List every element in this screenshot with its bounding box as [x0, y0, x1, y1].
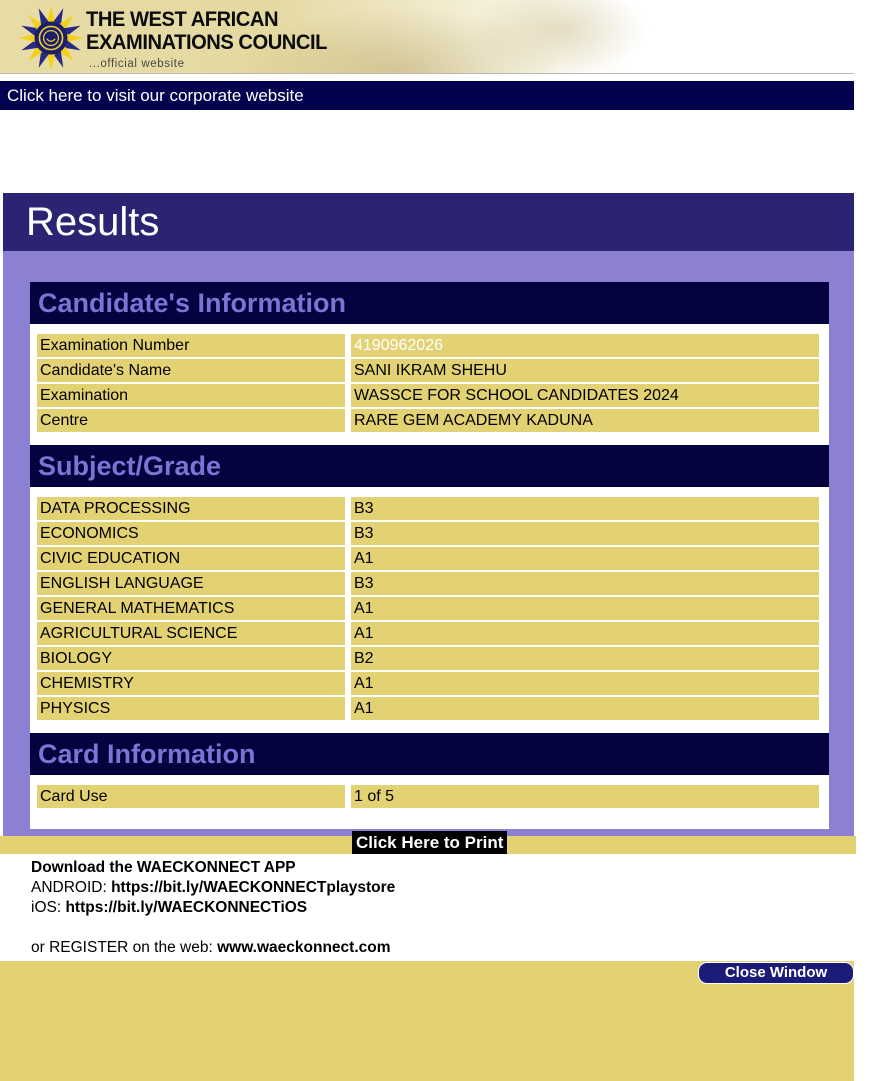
org-title — [86, 9, 327, 54]
table-row — [37, 597, 819, 620]
centre-value: RARE GEM ACADEMY KADUNA — [351, 409, 819, 432]
site-banner — [0, 0, 854, 74]
register-label: or REGISTER on the web: — [31, 939, 218, 956]
grade-cell: B3 — [351, 497, 819, 520]
row-label: Card Use — [37, 785, 345, 808]
card-info-header: Card Information — [30, 733, 829, 775]
table-row — [37, 785, 819, 808]
waec-logo-icon — [18, 3, 84, 73]
candidate-name-value: SANI IKRAM SHEHU — [351, 359, 819, 382]
grade-cell: B3 — [351, 572, 819, 595]
org-title-line1: THE WEST AFRICAN — [86, 8, 279, 31]
subject-cell: CIVIC EDUCATION — [37, 547, 345, 570]
register-url: www.waeckonnect.com — [217, 939, 391, 956]
table-row — [37, 497, 819, 520]
grade-cell: B2 — [351, 647, 819, 670]
card-info-table — [37, 785, 819, 808]
ios-label: iOS: — [31, 899, 66, 916]
examination-value: WASSCE FOR SCHOOL CANDIDATES 2024 — [351, 384, 819, 407]
grade-cell: A1 — [351, 622, 819, 645]
card-use-value: 1 of 5 — [351, 785, 819, 808]
download-heading: Download the WAECKONNECT APP — [31, 859, 296, 876]
grade-cell: A1 — [351, 597, 819, 620]
subject-grade-header: Subject/Grade — [30, 445, 829, 487]
subject-cell: CHEMISTRY — [37, 672, 345, 695]
close-window-button[interactable]: Close Window — [698, 962, 854, 984]
android-line — [31, 878, 872, 898]
grade-cell: A1 — [351, 697, 819, 720]
table-row — [37, 622, 819, 645]
table-row — [37, 547, 819, 570]
spacer — [31, 918, 872, 938]
table-row — [37, 384, 819, 407]
row-label: Examination — [37, 384, 345, 407]
table-row — [37, 672, 819, 695]
table-row — [37, 409, 819, 432]
results-panel — [30, 282, 829, 829]
table-row — [37, 647, 819, 670]
android-url: https://bit.ly/WAECKONNECTplaystore — [111, 879, 396, 896]
subject-cell: ENGLISH LANGUAGE — [37, 572, 345, 595]
register-line — [31, 938, 872, 958]
subject-cell: DATA PROCESSING — [37, 497, 345, 520]
waeckonnect-footer — [31, 858, 872, 958]
results-card — [3, 251, 854, 836]
ios-url: https://bit.ly/WAECKONNECTiOS — [65, 899, 308, 916]
android-label: ANDROID: — [31, 879, 112, 896]
bottom-bar — [0, 961, 854, 1081]
subject-cell: BIOLOGY — [37, 647, 345, 670]
official-website-tagline: ...official website — [89, 58, 185, 70]
subject-cell: ECONOMICS — [37, 522, 345, 545]
candidate-info-table — [37, 334, 819, 432]
ios-line — [31, 898, 872, 918]
table-row — [37, 697, 819, 720]
print-button[interactable]: Click Here to Print — [352, 831, 507, 854]
subject-grade-table — [37, 497, 819, 720]
print-band — [0, 833, 856, 854]
org-title-line2: EXAMINATIONS COUNCIL — [86, 30, 327, 54]
table-row — [37, 359, 819, 382]
grade-cell: B3 — [351, 522, 819, 545]
subject-cell: AGRICULTURAL SCIENCE — [37, 622, 345, 645]
subject-cell: GENERAL MATHEMATICS — [37, 597, 345, 620]
table-row — [37, 334, 819, 357]
row-label: Examination Number — [37, 334, 345, 357]
grade-cell: A1 — [351, 672, 819, 695]
candidate-info-header: Candidate's Information — [30, 282, 829, 324]
corporate-website-link[interactable]: Click here to visit our corporate website — [0, 81, 854, 110]
grade-cell: A1 — [351, 547, 819, 570]
subject-cell: PHYSICS — [37, 697, 345, 720]
table-row — [37, 572, 819, 595]
table-row — [37, 522, 819, 545]
page-title: Results — [3, 193, 854, 251]
row-label: Centre — [37, 409, 345, 432]
row-label: Candidate's Name — [37, 359, 345, 382]
examination-number-value: 4190962026 — [351, 334, 819, 357]
